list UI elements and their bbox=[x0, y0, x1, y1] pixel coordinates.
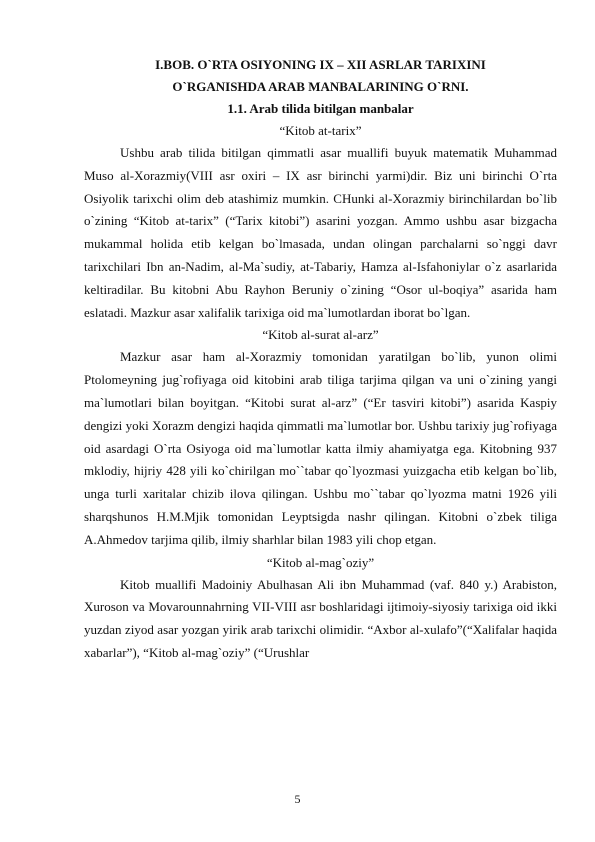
chapter-title-line-2: O`RGANISHDA ARAB MANBALARINING O`RNI. bbox=[172, 79, 469, 94]
subsection-title-kitob-at-tarix: “Kitob at-tarix” bbox=[279, 123, 362, 138]
chapter-title-line-1: I.BOB. O`RTA OSIYONING IX – XII ASRLAR TARIXINI bbox=[155, 57, 486, 72]
page-number: 5 bbox=[294, 792, 301, 806]
paragraph-kitob-al-surat: Mazkur asar ham al-Xorazmiy tomonidan yaratilgan bo`lib, yunon olimi Ptolomeyning jug`rofiyaga oid kitobini arab tiliga tarjima qilgan va uni o`zining yangi ma`lumotlari bilan boyitgan. “Kitobi surat al-arz” (“Er tasviri kitobi”) asarida Kaspiy dengizi yoki Xorazm dengizi haqida qimmatli ma`lumotlar bor. Ushbu tarixiy jug`rofiyaga oid asardagi O`rta Osiyoga oid ma`lumotlar katta ilmiy ahamiyatga ega. Kitobning 937 mklodiy, hijriy 428 yili ko`chirilgan mo``tabar qo`lyozmasi yuizgacha etib kelgan bo`lib, unga turli xaritalar chizib ilova qilingan. Ushbu mo``tabar qo`lyozma matni 1926 yili sharqshunos H.M.Mjik tomonidan Leyptsigda nashr qilingan. Kitobni o`zbek tiliga A.Ahmedov tarjima qilib, ilmiy sharhlar bilan 1983 yili chop etgan. bbox=[84, 349, 557, 547]
paragraph-kitob-at-tarix: Ushbu arab tilida bitilgan qimmatli asar muallifi buyuk matematik Muhammad Muso al-Xorazmiy(VIII asr oxiri – IX asr birinchi yarmi)dir. Biz uni birinchi O`rta Osiyolik tarixchi olim deb atashimiz mumkin. CHunki al-Xorazmiy birinchilardan bo`lib o`zining “Kitob at-tarix” (“Tarix kitobi”) asarini yozgan. Ammo ushbu asar bizgacha mukammal holida etib kelgan bo`lmasada, undan olingan parchalarni so`nggi davr tarixchilari Ibn an-Nadim, al-Ma`sudiy, at-Tabariy, Hamza al-Isfahoniylar o`z asarlarida keltiradilar. Bu kitobni Abu Rayhon Beruniy o`zining “Osor ul-boqiya” asarida ham eslatadi. Mazkur asar xalifalik tarixiga oid ma`lumotlardan iborat bo`lgan. bbox=[84, 145, 557, 320]
section-title: 1.1. Arab tilida bitilgan manbalar bbox=[227, 101, 414, 116]
subsection-title-kitob-al-surat: “Kitob al-surat al-arz” bbox=[262, 327, 379, 343]
subsection-title-kitob-al-magoziy: “Kitob al-mag`oziy” bbox=[266, 554, 375, 570]
paragraph-kitob-al-magoziy: Kitob muallifi Madoiniy Abulhasan Ali ibn Muhammad (vaf. 840 y.) Arabiston, Xuroson va Movarounnahrning VII-VIII asr boshlaridagi ijtimoiy-siyosiy tarixiga oid ikki yuzdan ziyod asar yozgan yirik arab tarixchi olimidir. “Axbor al-xulafo”(“Xalifalar haqida xabarlar”), “Kitob al-mag`oziy” (“Urushlar bbox=[84, 576, 557, 660]
document-page bbox=[84, 44, 557, 665]
